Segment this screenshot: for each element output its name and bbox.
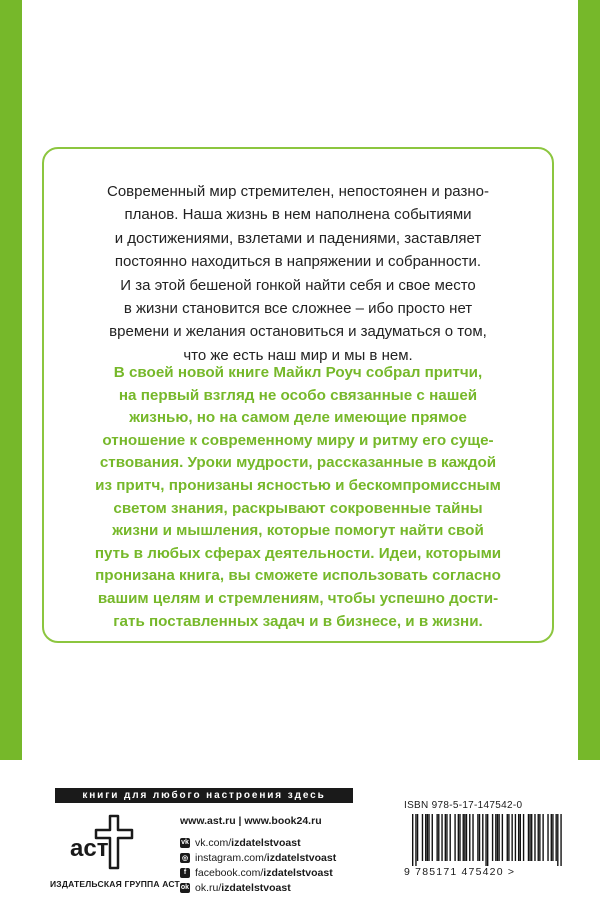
- barcode-bar: [436, 814, 437, 861]
- isbn-label: ISBN 978-5-17-147542-0: [404, 800, 523, 811]
- barcode-bar: [492, 814, 493, 861]
- barcode-bar: [498, 814, 499, 861]
- barcode-bar: [520, 814, 521, 861]
- social-prefix: facebook.com/: [195, 866, 264, 879]
- barcode: [412, 814, 562, 866]
- barcode-bar: [542, 814, 543, 861]
- barcode-bar: [523, 814, 524, 861]
- barcode-bar: [469, 814, 470, 861]
- social-prefix: ok.ru/: [195, 881, 222, 894]
- odnoklassniki-icon: ok: [180, 884, 190, 891]
- social-link-facebook[interactable]: [180, 865, 336, 880]
- barcode-bar: [441, 814, 442, 861]
- barcode-bar: [515, 814, 516, 861]
- barcode-bar: [485, 814, 486, 866]
- barcode-bar: [497, 814, 498, 861]
- barcode-bar: [507, 814, 508, 861]
- intro-line: И за этой бешеной гонкой найти себя и свое место: [120, 276, 476, 294]
- social-links: [180, 835, 336, 895]
- barcode-bar: [528, 814, 529, 861]
- barcode-bar: [428, 814, 429, 861]
- barcode-bar: [464, 814, 465, 861]
- highlight-line: жизни и мышления, которые помогут найти свой: [112, 522, 484, 540]
- intro-line: и достижениями, взлетами и падениями, заставляет: [114, 229, 482, 247]
- barcode-bar: [551, 814, 552, 861]
- barcode-bar: [446, 814, 447, 861]
- barcode-bar: [477, 814, 478, 861]
- highlight-line: В своей новой книге Майкл Роуч собрал притчи,: [113, 364, 483, 381]
- highlight-line: вашим целям и стремлениям, чтобы успешно дости-: [97, 589, 499, 607]
- barcode-bar: [547, 814, 548, 861]
- tagline-banner: книги для любого настроения здесь: [55, 788, 353, 803]
- intro-line: времени и желания остановиться и задуматься о том,: [109, 323, 487, 341]
- barcode-bar: [454, 814, 455, 861]
- barcode-bar: [459, 814, 460, 861]
- social-link-odnoklassniki[interactable]: [180, 880, 336, 895]
- barcode-bar: [445, 814, 446, 861]
- intro-paragraph: [60, 180, 536, 367]
- barcode-bar: [472, 814, 473, 861]
- barcode-bar: [438, 814, 439, 861]
- barcode-bar: [560, 814, 561, 866]
- barcode-bar: [555, 814, 556, 861]
- highlight-line: пронизана книга, вы сможете использовать согласно: [95, 567, 501, 585]
- barcode-bar: [422, 814, 423, 861]
- barcode-bar: [511, 814, 512, 861]
- barcode-bar: [479, 814, 480, 861]
- barcode-bar: [417, 814, 418, 861]
- social-handle: izdatelstvoast: [263, 866, 333, 879]
- logo-wordmark: аст: [70, 835, 109, 862]
- social-handle: izdatelstvoast: [221, 881, 291, 894]
- barcode-bar: [463, 814, 464, 861]
- publisher-sites[interactable]: www.ast.ru | www.book24.ru: [180, 815, 322, 827]
- highlight-line: гать поставленных задач и в бизнесе, и в жизни.: [113, 612, 483, 630]
- barcode-bar: [466, 814, 467, 861]
- barcode-digits: 9 785171 475420 >: [404, 866, 516, 878]
- intro-line: Современный мир стремителен, непостоянен и разно-: [107, 183, 489, 200]
- social-link-instagram[interactable]: [180, 850, 336, 865]
- intro-line: постоянно находиться в напряжении и собранности.: [114, 253, 482, 271]
- intro-line: что же есть наш мир и мы в нем.: [183, 346, 413, 364]
- ast-logo-icon: [66, 812, 136, 872]
- barcode-bar: [450, 814, 451, 861]
- intro-line: планов. Наша жизнь в нем наполнена событиями: [124, 206, 472, 224]
- social-prefix: instagram.com/: [195, 851, 267, 864]
- intro-line: в жизни становится все сложнее – ибо просто нет: [123, 300, 473, 318]
- facebook-icon: f: [180, 868, 190, 878]
- barcode-bar: [508, 814, 509, 861]
- barcode-bar: [552, 814, 553, 861]
- highlight-line: жизнью, но на самом деле имеющие прямое: [129, 409, 467, 427]
- highlight-line: на первый взгляд не особо связанные с нашей: [118, 386, 478, 404]
- vk-icon: vk: [181, 839, 189, 846]
- barcode-bar: [487, 814, 488, 866]
- highlight-line: из притч, пронизаны ясностью и бескомпромиссным: [95, 476, 501, 494]
- highlight-line: отношение к современному миру и ритму его суще-: [102, 431, 494, 449]
- social-handle: izdatelstvoast: [231, 836, 301, 849]
- barcode-bar: [427, 814, 428, 861]
- barcode-bar: [538, 814, 539, 861]
- highlight-line: путь в любых сферах деятельности. Идеи, которыми: [94, 544, 502, 562]
- barcode-bar: [529, 814, 530, 861]
- instagram-icon: ◎: [181, 854, 189, 862]
- barcode-bar: [531, 814, 532, 861]
- barcode-bar: [557, 814, 558, 866]
- barcode-bar: [415, 814, 416, 866]
- barcode-bar: [502, 814, 503, 861]
- barcode-bar: [458, 814, 459, 861]
- highlight-paragraph: [60, 362, 536, 633]
- barcode-bar: [495, 814, 496, 861]
- barcode-bar: [482, 814, 483, 861]
- social-prefix: vk.com/: [195, 836, 232, 849]
- barcode-bar: [412, 814, 413, 866]
- social-link-vk[interactable]: [180, 835, 336, 850]
- social-handle: izdatelstvoast: [266, 851, 337, 864]
- barcode-bar: [534, 814, 535, 861]
- publisher-name: ИЗДАТЕЛЬСКАЯ ГРУППА АСТ: [50, 879, 180, 889]
- highlight-line: ствования. Уроки мудрости, рассказанные в каждой: [99, 454, 497, 472]
- barcode-bar: [425, 814, 426, 861]
- barcode-bar: [518, 814, 519, 861]
- barcode-bar: [432, 814, 433, 861]
- highlight-line: светом знания, раскрывают сокровенные тайны: [113, 499, 483, 517]
- barcode-bar: [539, 814, 540, 861]
